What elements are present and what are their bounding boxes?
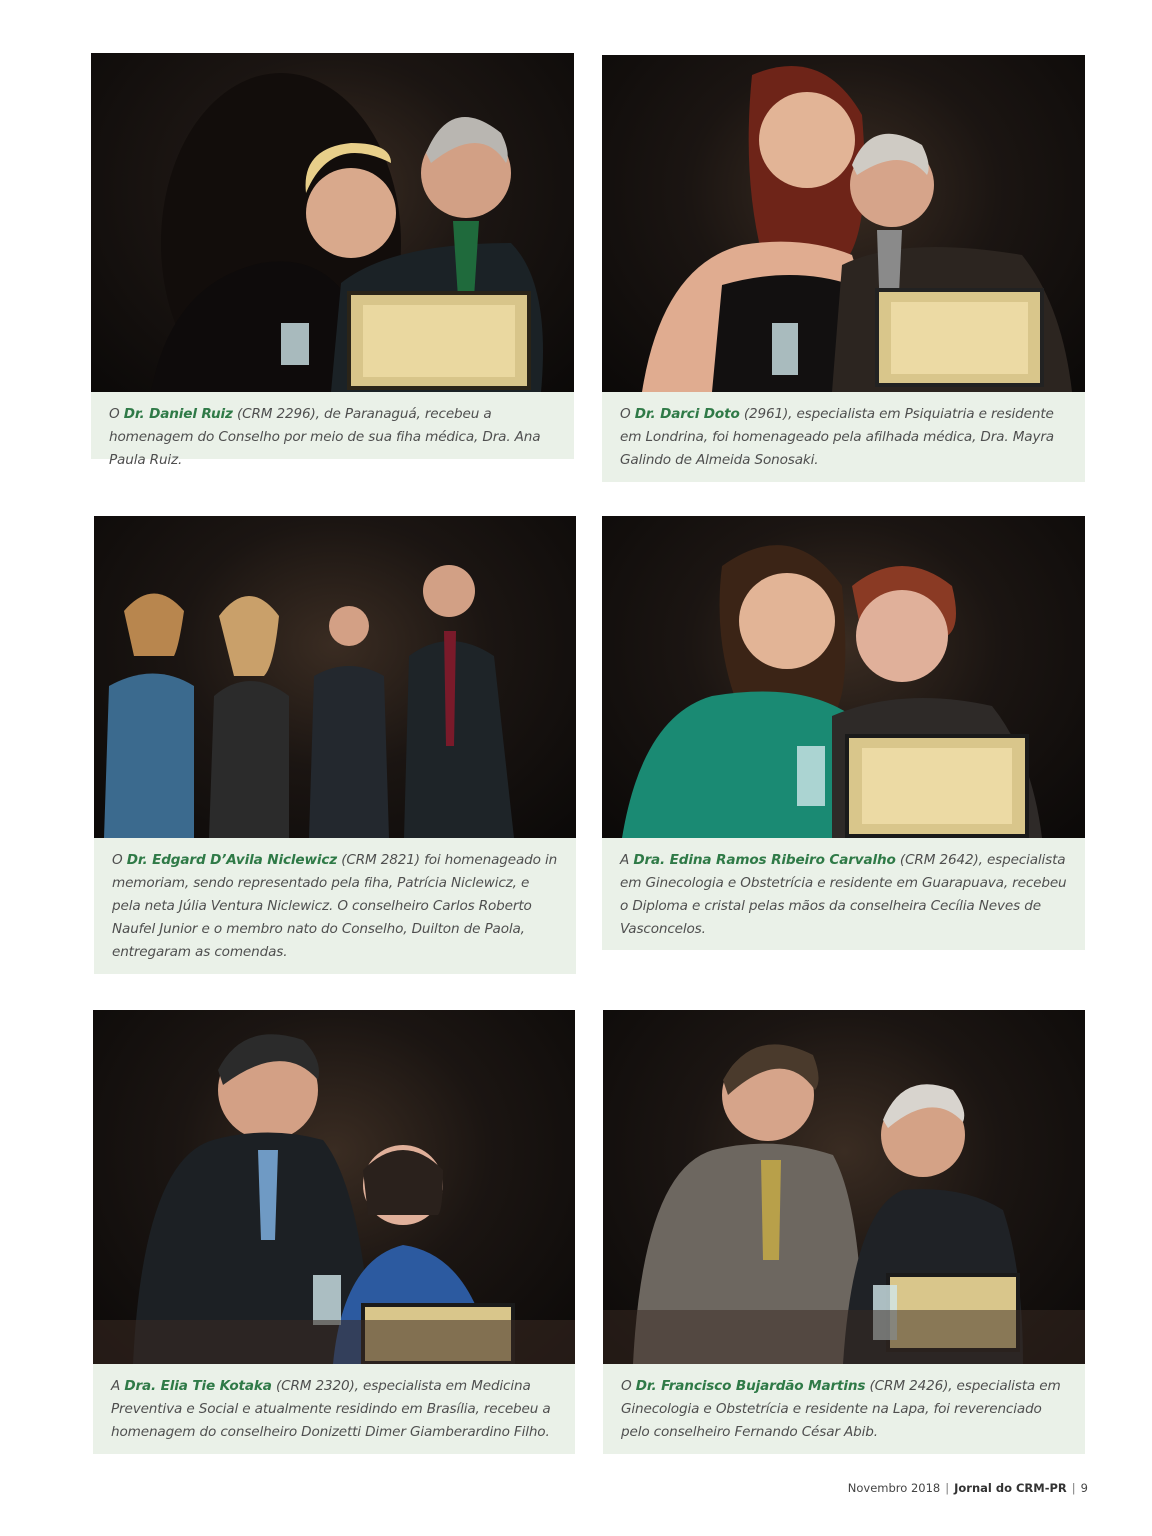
publication-name: Jornal do CRM-PR xyxy=(954,1481,1067,1495)
photo-card-1 xyxy=(91,53,574,468)
caption-text: (CRM 2320), especialista em Medicina Preventiva e Social e atualmente residindo em Brasília, recebeu a homenagem do conselheiro Donizetti Dimer Giamberardino Filho. xyxy=(111,1378,551,1440)
caption-text: (CRM 2642), especialista em Ginecologia e Obstetrícia e residente em Guarapuava, recebeu o Diploma e cristal pelas mãos da conselheira Cecília Neves de Vasconcelos. xyxy=(620,852,1067,937)
page-number: 9 xyxy=(1080,1481,1088,1495)
honoree-name: Dr. Daniel Ruiz xyxy=(123,406,233,422)
honoree-name: Dr. Darci Doto xyxy=(634,406,740,422)
photo-edgard-niclewicz xyxy=(94,516,576,838)
honoree-name: Dr. Edgard D’Avila Niclewicz xyxy=(126,852,338,868)
photo-darci-doto xyxy=(602,55,1085,392)
photo-caption xyxy=(94,838,576,974)
photo-card-2 xyxy=(602,55,1085,482)
page-footer xyxy=(848,1481,1088,1495)
caption-text: (CRM 2426), especialista em Ginecologia e Obstetrícia e residente na Lapa, foi reverenciado pelo conselheiro Fernando César Abib. xyxy=(621,1378,1061,1440)
caption-prefix: O xyxy=(109,406,124,422)
honoree-name: Dra. Elia Tie Kotaka xyxy=(124,1378,272,1394)
footer-separator: | xyxy=(945,1481,950,1495)
photo-elia-kotaka xyxy=(93,1010,575,1364)
photo-caption xyxy=(602,392,1085,482)
caption-text: (CRM 2296), de Paranaguá, recebeu a homenagem do Conselho por meio de sua fiha médica, Dra. Ana Paula Ruiz. xyxy=(109,406,541,468)
caption-prefix: O xyxy=(620,406,635,422)
footer-separator: | xyxy=(1071,1481,1076,1495)
photo-card-3 xyxy=(94,516,576,974)
photo-francisco-martins xyxy=(603,1010,1085,1364)
caption-prefix: O xyxy=(621,1378,636,1394)
photo-caption xyxy=(603,1364,1085,1454)
caption-prefix: A xyxy=(620,852,634,868)
photo-caption xyxy=(93,1364,575,1454)
issue-date: Novembro 2018 xyxy=(847,1481,941,1495)
caption-text: (2961), especialista em Psiquiatria e residente em Londrina, foi homenageado pela afilhada médica, Dra. Mayra Galindo de Almeida Sonosaki. xyxy=(620,406,1054,468)
photo-card-4 xyxy=(602,516,1085,950)
photo-daniel-ruiz xyxy=(91,53,574,392)
honoree-name: Dra. Edina Ramos Ribeiro Carvalho xyxy=(633,852,896,868)
photo-card-6 xyxy=(603,1010,1085,1454)
honoree-name: Dr. Francisco Bujardão Martins xyxy=(635,1378,866,1394)
photo-edina-carvalho xyxy=(602,516,1085,838)
caption-text: (CRM 2821) foi homenageado in memoriam, sendo representado pela fiha, Patrícia Niclewicz, e pela neta Júlia Ventura Niclewicz. O conselheiro Carlos Roberto Naufel Junior e o membro nato do Conselho, Duilton de Paola, entregaram as comendas. xyxy=(112,852,558,960)
photo-caption xyxy=(602,838,1085,950)
caption-prefix: O xyxy=(112,852,127,868)
photo-card-5 xyxy=(93,1010,575,1454)
caption-prefix: A xyxy=(111,1378,125,1394)
photo-caption xyxy=(91,392,574,468)
